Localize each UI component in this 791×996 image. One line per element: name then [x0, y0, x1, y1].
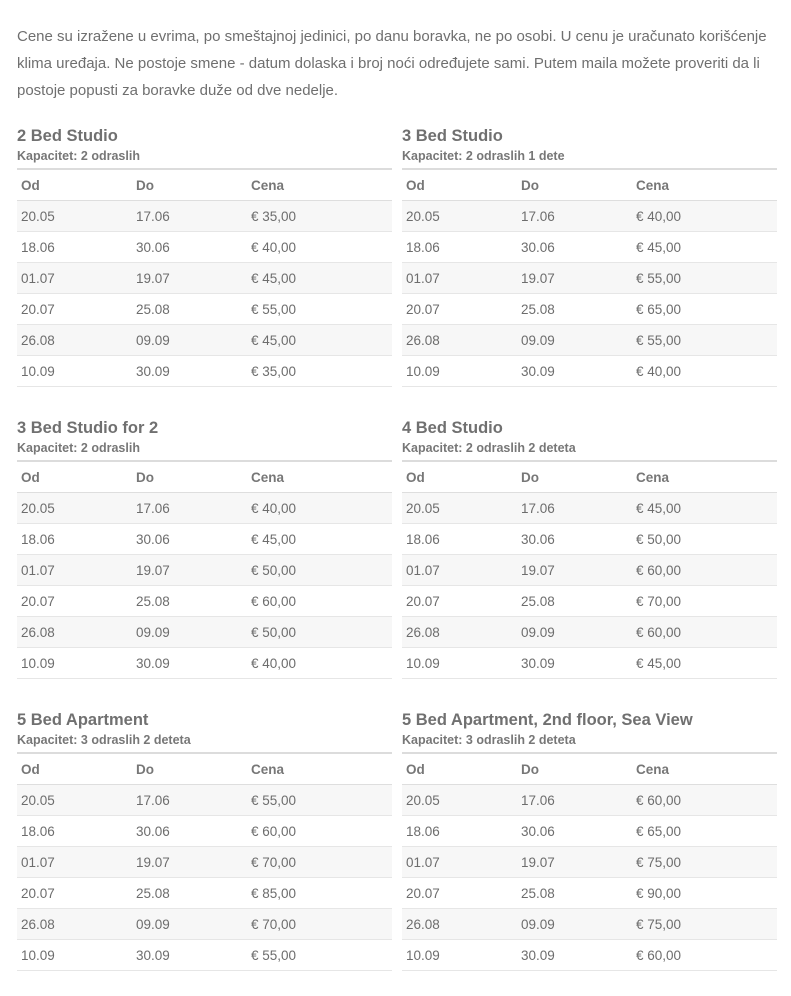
header-od: Od [402, 462, 517, 493]
table-header-row [402, 170, 777, 201]
table-row [17, 816, 392, 847]
header-cena: Cena [632, 754, 777, 785]
date-from: 18.06 [17, 232, 132, 263]
table-row [402, 524, 777, 555]
price: € 70,00 [632, 586, 777, 617]
price-block [402, 416, 777, 679]
price: € 35,00 [247, 201, 392, 232]
table-row [17, 586, 392, 617]
date-to: 09.09 [132, 325, 247, 356]
date-from: 20.07 [17, 586, 132, 617]
date-from: 20.07 [17, 878, 132, 909]
date-from: 18.06 [402, 524, 517, 555]
header-od: Od [402, 754, 517, 785]
header-do: Do [132, 754, 247, 785]
table-row [402, 816, 777, 847]
date-to: 30.09 [517, 940, 632, 971]
date-to: 19.07 [132, 847, 247, 878]
table-row [402, 555, 777, 586]
date-from: 10.09 [402, 940, 517, 971]
table-row [402, 232, 777, 263]
date-from: 26.08 [402, 325, 517, 356]
table-row [17, 847, 392, 878]
date-from: 18.06 [17, 816, 132, 847]
date-to: 30.06 [517, 232, 632, 263]
price-block [17, 124, 392, 387]
date-from: 20.05 [402, 201, 517, 232]
date-to: 30.06 [132, 524, 247, 555]
table-row [17, 201, 392, 232]
price: € 50,00 [632, 524, 777, 555]
price: € 40,00 [632, 201, 777, 232]
price-table [17, 462, 392, 679]
date-to: 25.08 [132, 878, 247, 909]
price: € 70,00 [247, 847, 392, 878]
table-row [402, 940, 777, 971]
table-row [17, 940, 392, 971]
price: € 50,00 [247, 617, 392, 648]
price: € 40,00 [632, 356, 777, 387]
price-table [402, 170, 777, 387]
date-from: 01.07 [17, 847, 132, 878]
unit-title: 4 Bed Studio [402, 419, 503, 437]
price: € 55,00 [247, 294, 392, 325]
price: € 45,00 [247, 524, 392, 555]
date-to: 25.08 [517, 878, 632, 909]
date-from: 01.07 [17, 263, 132, 294]
date-to: 17.06 [517, 785, 632, 816]
price: € 75,00 [632, 847, 777, 878]
date-to: 25.08 [517, 294, 632, 325]
price: € 85,00 [247, 878, 392, 909]
price: € 50,00 [247, 555, 392, 586]
table-header-row [17, 462, 392, 493]
price-block [402, 124, 777, 387]
table-row [402, 356, 777, 387]
price: € 40,00 [247, 493, 392, 524]
table-row [402, 785, 777, 816]
price: € 45,00 [632, 232, 777, 263]
unit-title: 3 Bed Studio [402, 127, 503, 145]
date-to: 17.06 [132, 493, 247, 524]
date-from: 20.07 [402, 878, 517, 909]
table-row [17, 648, 392, 679]
price-block [17, 416, 392, 679]
table-row [402, 909, 777, 940]
price: € 60,00 [632, 785, 777, 816]
header-od: Od [17, 462, 132, 493]
date-to: 19.07 [132, 263, 247, 294]
date-from: 18.06 [17, 524, 132, 555]
header-do: Do [517, 754, 632, 785]
date-from: 20.05 [402, 493, 517, 524]
date-to: 25.08 [517, 586, 632, 617]
date-to: 17.06 [132, 785, 247, 816]
table-header-row [402, 754, 777, 785]
price: € 45,00 [247, 263, 392, 294]
table-header-row [17, 754, 392, 785]
date-from: 10.09 [17, 356, 132, 387]
date-to: 30.09 [517, 648, 632, 679]
date-to: 19.07 [517, 555, 632, 586]
unit-title: 2 Bed Studio [17, 127, 118, 145]
table-row [17, 617, 392, 648]
price-block [17, 708, 392, 971]
table-row [402, 586, 777, 617]
price: € 35,00 [247, 356, 392, 387]
price: € 60,00 [632, 555, 777, 586]
price: € 60,00 [632, 617, 777, 648]
table-row [17, 294, 392, 325]
table-row [17, 909, 392, 940]
header-od: Od [402, 170, 517, 201]
price: € 65,00 [632, 294, 777, 325]
date-to: 30.09 [132, 940, 247, 971]
price: € 60,00 [247, 816, 392, 847]
date-to: 19.07 [517, 263, 632, 294]
date-to: 09.09 [517, 325, 632, 356]
date-to: 17.06 [517, 493, 632, 524]
date-to: 30.09 [517, 356, 632, 387]
header-do: Do [517, 462, 632, 493]
date-from: 26.08 [17, 909, 132, 940]
table-row [402, 847, 777, 878]
price: € 70,00 [247, 909, 392, 940]
unit-capacity: Kapacitet: 2 odraslih [17, 148, 392, 170]
date-from: 26.08 [402, 617, 517, 648]
table-row [402, 648, 777, 679]
date-to: 30.06 [517, 524, 632, 555]
date-from: 20.05 [17, 785, 132, 816]
price: € 45,00 [632, 648, 777, 679]
date-from: 26.08 [17, 617, 132, 648]
date-from: 01.07 [17, 555, 132, 586]
price: € 60,00 [247, 586, 392, 617]
table-row [17, 878, 392, 909]
date-from: 01.07 [402, 263, 517, 294]
header-od: Od [17, 754, 132, 785]
unit-title: 3 Bed Studio for 2 [17, 419, 159, 437]
header-cena: Cena [247, 170, 392, 201]
table-row [402, 878, 777, 909]
price: € 90,00 [632, 878, 777, 909]
date-to: 17.06 [132, 201, 247, 232]
table-row [17, 493, 392, 524]
date-to: 25.08 [132, 294, 247, 325]
unit-capacity: Kapacitet: 2 odraslih [17, 440, 392, 462]
header-do: Do [517, 170, 632, 201]
price-table [402, 462, 777, 679]
price: € 55,00 [247, 785, 392, 816]
date-from: 01.07 [402, 555, 517, 586]
date-to: 30.06 [517, 816, 632, 847]
date-from: 20.05 [17, 493, 132, 524]
price-block [402, 708, 777, 971]
price: € 45,00 [247, 325, 392, 356]
table-row [17, 232, 392, 263]
table-row [402, 493, 777, 524]
date-to: 19.07 [132, 555, 247, 586]
price-table [17, 170, 392, 387]
date-from: 10.09 [17, 648, 132, 679]
table-header-row [17, 170, 392, 201]
price: € 40,00 [247, 648, 392, 679]
date-to: 30.06 [132, 232, 247, 263]
date-from: 10.09 [402, 356, 517, 387]
header-cena: Cena [247, 462, 392, 493]
date-from: 20.07 [17, 294, 132, 325]
unit-title: 5 Bed Apartment, 2nd floor, Sea View [402, 711, 693, 729]
price: € 55,00 [632, 263, 777, 294]
date-from: 20.05 [17, 201, 132, 232]
table-row [402, 617, 777, 648]
unit-title: 5 Bed Apartment [17, 711, 149, 729]
table-row [402, 294, 777, 325]
price: € 75,00 [632, 909, 777, 940]
table-row [17, 263, 392, 294]
price: € 55,00 [247, 940, 392, 971]
price: € 40,00 [247, 232, 392, 263]
table-row [402, 201, 777, 232]
table-header-row [402, 462, 777, 493]
date-from: 18.06 [402, 232, 517, 263]
table-row [17, 785, 392, 816]
header-cena: Cena [632, 170, 777, 201]
date-to: 09.09 [517, 909, 632, 940]
price-table [402, 754, 777, 971]
unit-capacity: Kapacitet: 2 odraslih 1 dete [402, 148, 777, 170]
price: € 65,00 [632, 816, 777, 847]
header-do: Do [132, 462, 247, 493]
table-row [17, 325, 392, 356]
date-from: 01.07 [402, 847, 517, 878]
date-to: 17.06 [517, 201, 632, 232]
date-to: 09.09 [132, 909, 247, 940]
date-from: 18.06 [402, 816, 517, 847]
date-from: 20.05 [402, 785, 517, 816]
price-table [17, 754, 392, 971]
table-row [17, 555, 392, 586]
price: € 55,00 [632, 325, 777, 356]
unit-capacity: Kapacitet: 3 odraslih 2 deteta [402, 732, 777, 754]
header-od: Od [17, 170, 132, 201]
date-to: 09.09 [517, 617, 632, 648]
header-cena: Cena [247, 754, 392, 785]
header-do: Do [132, 170, 247, 201]
date-from: 26.08 [402, 909, 517, 940]
date-from: 10.09 [402, 648, 517, 679]
table-row [402, 263, 777, 294]
unit-capacity: Kapacitet: 3 odraslih 2 deteta [17, 732, 392, 754]
header-cena: Cena [632, 462, 777, 493]
date-to: 25.08 [132, 586, 247, 617]
date-from: 20.07 [402, 294, 517, 325]
table-row [17, 524, 392, 555]
intro-text: Cene su izražene u evrima, po smeštajnoj jedinici, po danu boravka, ne po osobi. U cenu je uračunato korišćenje klima uređaja. Ne postoje smene - datum dolaska i broj noći određujete sami. Putem maila možete proveriti da li postoje popusti za boravke duže od dve nedelje. [17, 28, 767, 99]
price: € 60,00 [632, 940, 777, 971]
date-to: 30.09 [132, 648, 247, 679]
date-to: 19.07 [517, 847, 632, 878]
date-to: 30.06 [132, 816, 247, 847]
table-row [17, 356, 392, 387]
date-from: 10.09 [17, 940, 132, 971]
unit-capacity: Kapacitet: 2 odraslih 2 deteta [402, 440, 777, 462]
date-to: 30.09 [132, 356, 247, 387]
date-from: 20.07 [402, 586, 517, 617]
date-from: 26.08 [17, 325, 132, 356]
table-row [402, 325, 777, 356]
date-to: 09.09 [132, 617, 247, 648]
price: € 45,00 [632, 493, 777, 524]
